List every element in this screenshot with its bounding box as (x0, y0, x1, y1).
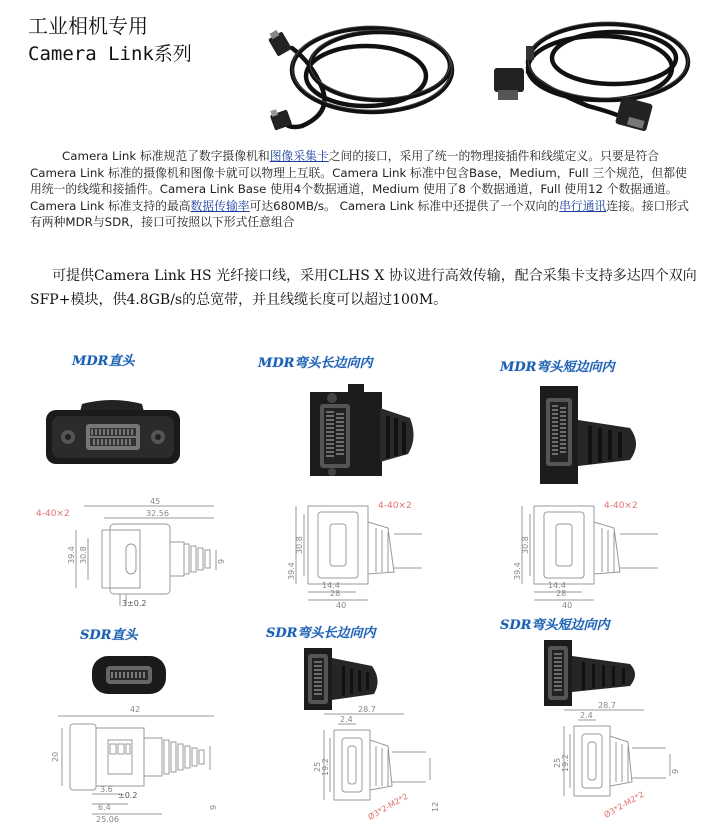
dim-label: 4-40×2 (604, 501, 638, 511)
dim-label: 40 (336, 601, 347, 610)
dim-label: 28 (556, 589, 567, 598)
label-sdr-straight: SDR直头 (80, 628, 138, 643)
label-mdr-short-side-in: MDR弯头短边向内 (500, 360, 615, 375)
dim-label: 2.4 (340, 715, 353, 724)
dim-label: 12 (431, 801, 440, 812)
title-line-1: 工业相机专用 (28, 14, 148, 38)
dim-label: 30.8 (521, 536, 530, 554)
dim-label: Ø3*2-M2*2 (366, 791, 410, 822)
dim-label: 9 (209, 804, 218, 810)
dim-label: 3±0.2 (122, 599, 147, 608)
intro-text-a: Camera Link 标准规范了数字摄像机和 (62, 149, 270, 163)
dim-label: 39.4 (67, 546, 76, 564)
link-serial-communication[interactable]: 串行通讯 (559, 198, 607, 213)
label-sdr-short-side-in: SDR弯头短边向内 (500, 618, 610, 633)
cable-photo-right-angle (488, 10, 698, 136)
dim-label: 19.2 (321, 758, 330, 776)
intro-paragraph (30, 148, 698, 231)
dim-label: 28.7 (598, 701, 616, 710)
label-mdr-straight: MDR直头 (72, 354, 135, 369)
dim-label: 6.4 (98, 803, 111, 812)
dim-label: 25 (553, 757, 562, 768)
mdr-short-side-connector-image (530, 380, 660, 492)
link-data-transfer-rate[interactable]: 数据传输率 (190, 198, 250, 213)
dim-label: 25.06 (96, 815, 119, 824)
dim-label: 39.4 (513, 562, 522, 580)
dim-label: 39.4 (287, 562, 296, 580)
dim-label: Ø3*2-M2*2 (602, 789, 646, 820)
label-mdr-long-side-in: MDR弯头长边向内 (258, 356, 373, 371)
dim-label: 28 (330, 589, 341, 598)
mdr-straight-drawing (30, 494, 230, 612)
dim-label: 19.2 (561, 754, 570, 772)
dim-label: 14.4 (548, 581, 566, 590)
intro-text-d: 连接。接口形式有两种MDR与SDR，接口可按照以下形式任意组合 (30, 198, 689, 230)
dim-label: 20 (51, 751, 60, 762)
dim-label: 9 (671, 768, 680, 774)
dim-label: 9 (217, 558, 226, 564)
clhs-paragraph: 可提供Camera Link HS 光纤接口线，采用CLHS X 协议进行高效传输，配合采集卡支持多达四个双向SFP+模块，供4.8GB/s的总宽带，并且线缆长度可以超过100M。 (30, 268, 697, 308)
dim-label: 28.7 (358, 705, 376, 714)
dim-label: 42 (130, 705, 141, 714)
label-sdr-long-side-in: SDR弯头长边向内 (266, 626, 376, 641)
dim-label: 4-40×2 (378, 501, 412, 511)
mdr-short-side-drawing (508, 494, 688, 612)
sdr-straight-drawing (38, 700, 228, 824)
intro-text-c: 可达680MB/s。 Camera Link 标准中还提供了一个双向的 (249, 198, 560, 213)
dim-label: 14.4 (322, 581, 340, 590)
link-image-capture-card[interactable]: 图像采集卡 (269, 149, 329, 163)
dim-label: 40 (562, 601, 573, 610)
dim-label: 3.6 (100, 785, 113, 794)
sdr-straight-connector-image (90, 652, 168, 698)
sdr-long-side-drawing (300, 700, 480, 824)
dim-label: ±0.2 (118, 791, 138, 800)
title-line-2: Camera Link系列 (28, 43, 192, 65)
mdr-long-side-connector-image (290, 378, 420, 490)
dim-label: 4-40×2 (36, 509, 70, 519)
cable-photo-straight (262, 8, 462, 136)
dim-label: 2.4 (580, 711, 593, 720)
dim-label: 30.8 (79, 546, 88, 564)
intro-text-b: 之间的接口，采用了统一的物理接插件和线缆定义。只要是符合Camera Link 标准的摄像机和图像卡就可以物理上互联。Camera Link 标准中包含Base，Medium，Full 三个规范，但都使用统一的线缆和接插件。Camera Link Base 使用4个数据通道，Medium 使用了8 个数据通道，Full 使用12 个数据通道。Camera Link 标准支持的最高 (30, 149, 687, 213)
page-title (28, 12, 192, 68)
dim-label: 32.56 (146, 509, 169, 518)
mdr-long-side-drawing (282, 494, 462, 612)
mdr-straight-connector-image (42, 398, 184, 470)
dim-label: 25 (313, 761, 322, 772)
sdr-short-side-drawing (540, 696, 710, 824)
dim-label: 30.8 (295, 536, 304, 554)
dim-label: 45 (150, 497, 161, 506)
